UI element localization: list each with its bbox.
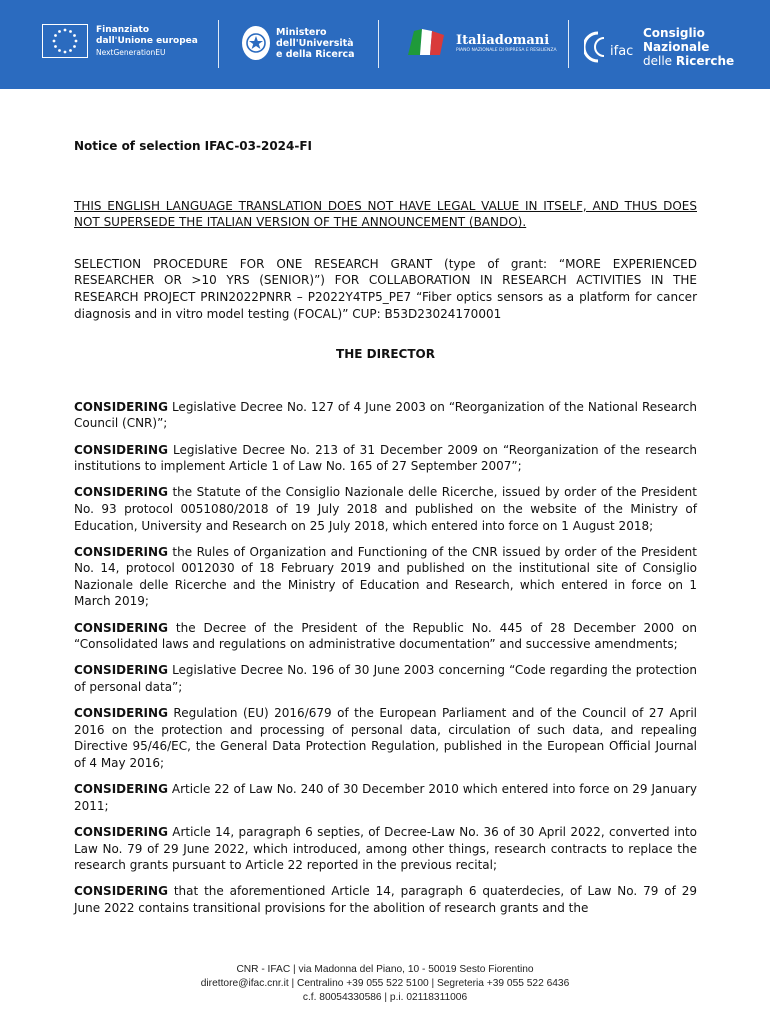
clause-text: the Statute of the Consiglio Nazionale delle Ricerche, issued by order of the President No. 93 protocol 0051080/2018 of 19 July 2018 and published on the website of the Ministry of Education, University and Research on 25 July 2018, which entered into force on 1 August 2018; — [74, 485, 697, 533]
clause — [74, 662, 697, 695]
italiadomani-mark-icon — [404, 25, 450, 61]
clause-text: Regulation (EU) 2016/679 of the European Parliament and of the Council of 27 April 2016 on the protection and processing of personal data, circulation of such data, and repealing Directive 95/46/EC, the General Data Protection Regulation, published in the European Official Journal of 4 May 2016; — [74, 706, 697, 770]
clause-text: the Rules of Organization and Functioning of the CNR issued by order of the President No. 14, protocol 0012030 of 18 February 2019 and published on the institutional site of Consiglio Nazionale delle Ricerche and the Ministry of Education and Research, which entered in force on 1 March 2019; — [74, 544, 697, 609]
director-heading: THE DIRECTOR — [336, 347, 435, 362]
cnr-logo — [584, 26, 770, 68]
italiadomani-tagline: PIANO NAZIONALE DI RIPRESA E RESILIENZA — [456, 48, 557, 53]
translation-disclaimer: THIS ENGLISH LANGUAGE TRANSLATION DOES NOT HAVE LEGAL VALUE IN ITSELF, AND THUS DOES NOT SUPERSEDE THE ITALIAN VERSION OF THE ANNOUNCEMENT (BANDO). — [74, 198, 697, 230]
footer-contacts: direttore@ifac.cnr.it | Centralino +39 055 522 5100 | Segreteria +39 055 522 6436 — [200, 978, 570, 989]
italiadomani-name: Italiadomani — [456, 33, 550, 48]
footer-address: CNR - IFAC | via Madonna del Piano, 10 - 50019 Sesto Fiorentino — [236, 964, 534, 975]
header-separator — [218, 20, 219, 68]
clause-keyword: CONSIDERING — [74, 485, 168, 500]
clause — [74, 442, 697, 475]
clause-text: Legislative Decree No. 196 of 30 June 2003 concerning “Code regarding the protection of personal data”; — [74, 663, 697, 695]
clause-keyword: CONSIDERING — [74, 620, 168, 635]
document-body — [74, 138, 697, 926]
clause — [74, 824, 697, 874]
header-band — [0, 0, 770, 89]
cnr-line2-prefix: delle — [643, 54, 676, 68]
eu-line3: NextGenerationEU — [96, 47, 166, 57]
clause — [74, 705, 697, 771]
footer-tax-ids: c.f. 80054330586 | p.i. 02118311006 — [302, 992, 468, 1003]
clause-text: Article 22 of Law No. 240 of 30 December 2010 which entered into force on 29 January 2011; — [74, 782, 697, 813]
cnr-mark-text: ifac — [610, 44, 634, 59]
eu-line2: dall'Unione europea — [96, 35, 198, 46]
cnr-line1: Consiglio Nazionale — [643, 26, 710, 54]
clause-text: Legislative Decree No. 127 of 4 June 2003 on “Reorganization of the National Research Council (CNR)”; — [74, 399, 697, 431]
clause-keyword: CONSIDERING — [74, 706, 168, 721]
notice-title: Notice of selection IFAC-03-2024-FI — [74, 139, 313, 153]
italiadomani-logo — [404, 25, 557, 61]
clause-keyword: CONSIDERING — [74, 663, 168, 678]
italian-emblem-icon — [242, 26, 270, 60]
cnr-line2-bold: Ricerche — [675, 54, 735, 68]
clause — [74, 883, 697, 916]
clause — [74, 544, 697, 610]
ministry-logo — [242, 26, 355, 60]
clause-text: that the aforementioned Article 14, paragraph 6 quaterdecies, of Law No. 79 of 29 June 2022 contains transitional provisions for the abolition of research grants and the — [74, 884, 697, 915]
cnr-ifac-mark-icon — [584, 29, 640, 65]
eu-funding-logo — [42, 24, 198, 58]
header-separator — [378, 20, 379, 68]
ministry-line1: Ministero — [276, 26, 327, 38]
clause-keyword: CONSIDERING — [74, 782, 168, 797]
eu-line1: Finanziato — [96, 24, 150, 35]
clause — [74, 399, 697, 432]
ministry-line3: e della Ricerca — [276, 48, 355, 60]
eu-flag-icon — [42, 24, 88, 58]
clause-text: Legislative Decree No. 213 of 31 December 2009 on “Reorganization of the research institutions to implement Article 1 of Law No. 165 of 27 September 2007”; — [74, 442, 697, 474]
clause — [74, 484, 697, 534]
clause-keyword: CONSIDERING — [74, 824, 168, 839]
page-footer — [0, 963, 770, 1005]
clause-keyword: CONSIDERING — [74, 884, 168, 899]
clause-text: Article 14, paragraph 6 septies, of Decree-Law No. 36 of 30 April 2022, converted into Law No. 79 of 29 June 2022, which introduced, among other things, research contracts to replace the research grants pursuant to Article 22 reported in the previous recital; — [74, 824, 697, 873]
clause — [74, 781, 697, 814]
clause-keyword: CONSIDERING — [74, 544, 168, 559]
clause-text: the Decree of the President of the Republic No. 445 of 28 December 2000 on “Consolidated laws and regulations on administrative documentation” and successive amendments; — [74, 620, 697, 652]
ministry-line2: dell'Università — [276, 37, 354, 49]
considering-clauses — [74, 399, 697, 917]
clause — [74, 620, 697, 653]
clause-keyword: CONSIDERING — [74, 399, 168, 414]
header-separator — [568, 20, 569, 68]
selection-procedure: SELECTION PROCEDURE FOR ONE RESEARCH GRANT (type of grant: “MORE EXPERIENCED RESEARCHER OR >10 YRS (SENIOR)”) FOR COLLABORATION IN RESEARCH ACTIVITIES IN THE RESEARCH PROJECT PRIN2022PNRR – P2022Y4TP5_PE7 “Fiber optics sensors as a platform for cancer diagnosis and in vitro model testing (FOCAL)” CUP: B53D23024170001 — [74, 256, 697, 321]
clause-keyword: CONSIDERING — [74, 442, 168, 457]
